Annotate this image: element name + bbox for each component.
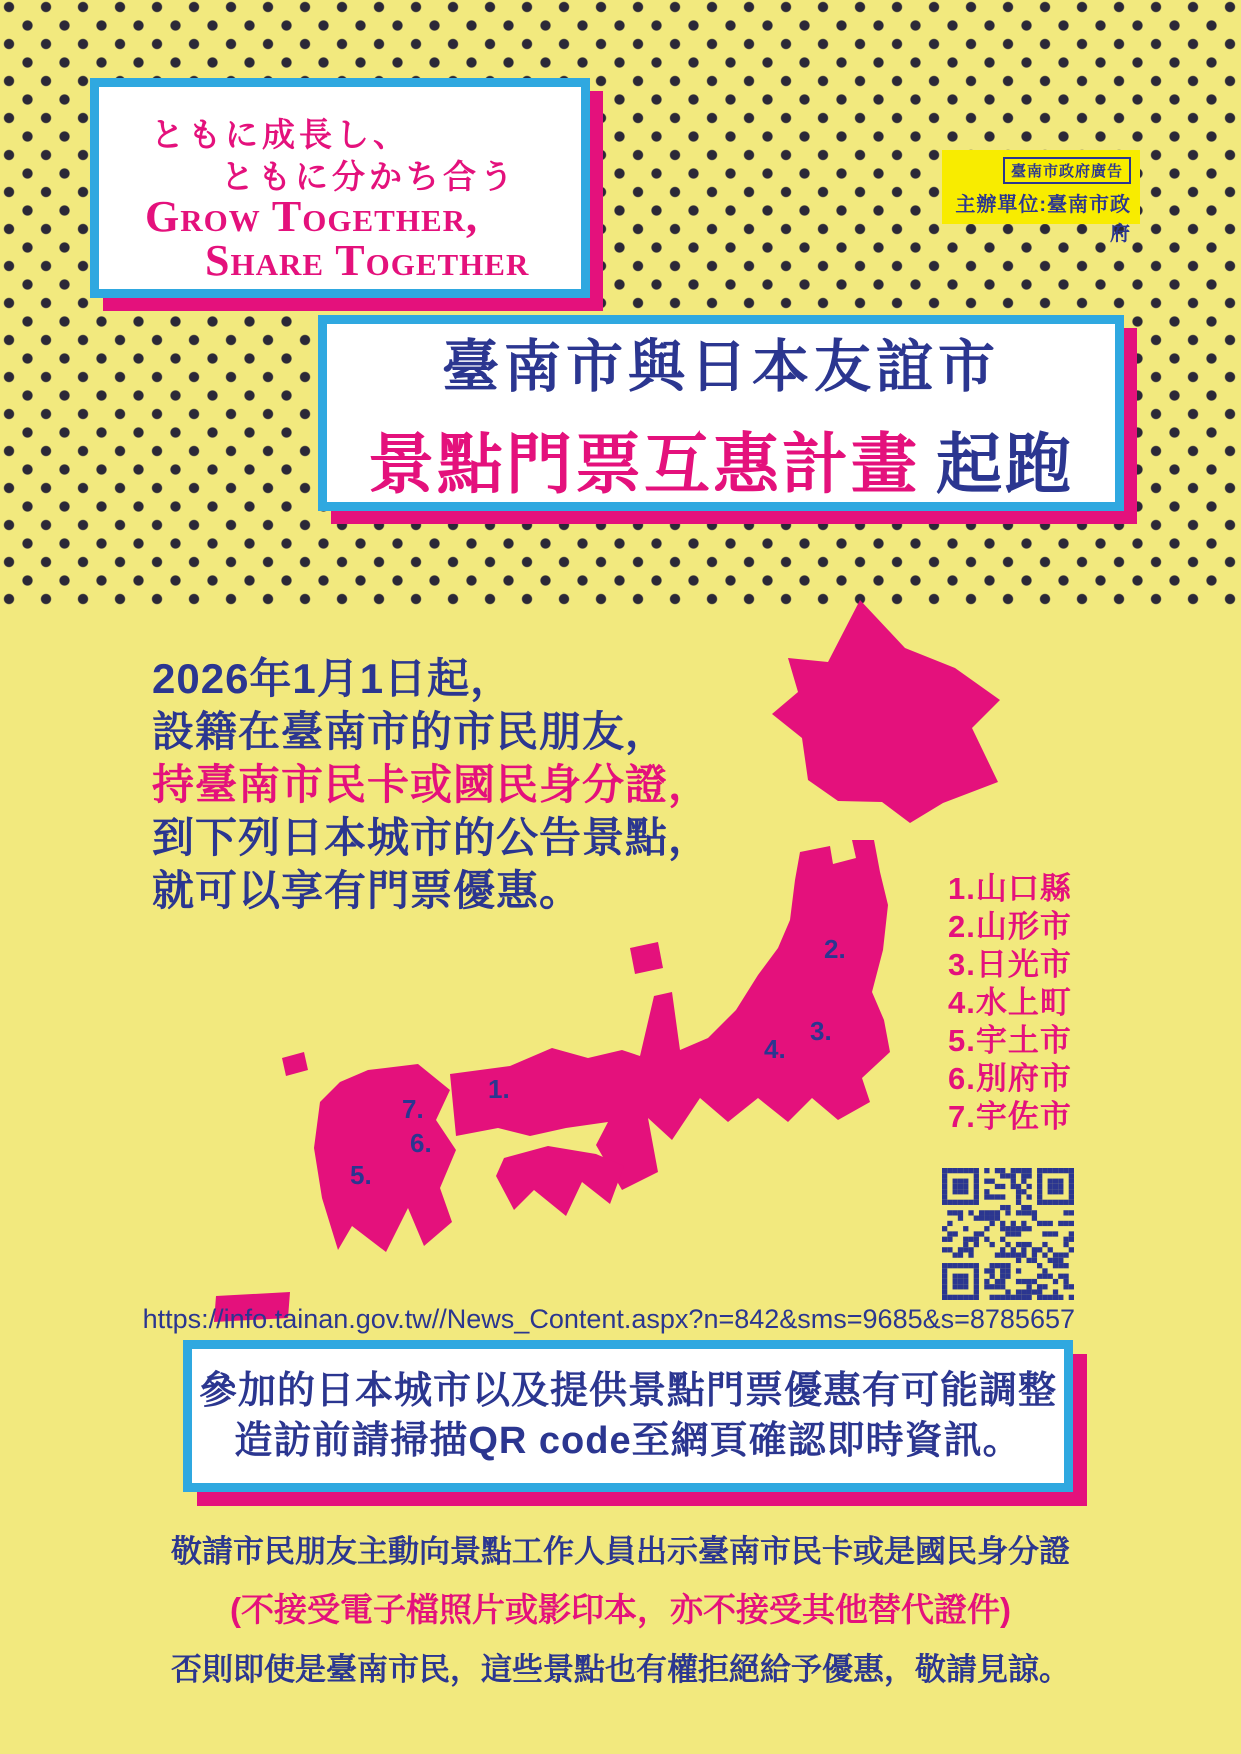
map-region-kyushu — [314, 1064, 456, 1252]
map-number-label-4: 4. — [764, 1034, 786, 1064]
city-list-item-7: 7.宇佐市 — [948, 1099, 1072, 1134]
title-line-1: 臺南市與日本友誼市 — [442, 334, 1000, 399]
intro-line-2: 設籍在臺南市的市民朋友， — [152, 708, 669, 755]
intro-line-1: 2026年1月1日起， — [152, 655, 514, 702]
city-list-item-1: 1.山口縣 — [948, 871, 1072, 906]
city-list-item-5: 5.宇土市 — [948, 1023, 1072, 1058]
slogan-en-line-2: Share Together — [205, 236, 530, 285]
city-list — [948, 870, 1072, 1136]
city-list-item-6: 6.別府市 — [948, 1061, 1072, 1096]
map-region-west-islet — [282, 1052, 308, 1076]
map-number-label-6: 6. — [410, 1128, 432, 1158]
intro-paragraph — [152, 652, 711, 917]
government-ad-label: 臺南市政府廣告 — [1003, 157, 1131, 184]
slogan-en-line-1: Grow Together, — [145, 192, 479, 241]
notice-line-1: 參加的日本城市以及提供景點門票優惠有可能調整 — [198, 1370, 1057, 1412]
url-text: https://info.tainan.gov.tw//News_Content.aspx?n=842&sms=9685&s=8785657 — [142, 1304, 1075, 1334]
map-number-label-5: 5. — [350, 1160, 372, 1190]
qr-code-icon — [942, 1168, 1074, 1300]
title-line-2 — [368, 411, 1074, 506]
map-number-label-7: 7. — [402, 1094, 424, 1124]
footer-paragraph — [0, 1526, 1241, 1689]
intro-line-4: 到下列日本城市的公告景點， — [152, 814, 712, 861]
slogan-box — [90, 78, 590, 298]
slogan-jp-line-1: ともに成長し、 — [151, 118, 410, 154]
footer-line-1: 敬請市民朋友主動向景點工作人員出示臺南市民卡或是國民身分證 — [171, 1534, 1070, 1569]
city-list-item-3: 3.日光市 — [948, 947, 1072, 982]
map-number-label-2: 2. — [824, 934, 846, 964]
title-box — [318, 315, 1124, 511]
map-number-label-3: 3. — [810, 1016, 832, 1046]
map-number-label-1: 1. — [488, 1074, 510, 1104]
title-suffix: 起跑 — [936, 426, 1074, 501]
notice-line-2: 造訪前請掃描QR code至網頁確認即時資訊。 — [234, 1420, 1022, 1462]
city-list-item-2: 2.山形市 — [948, 909, 1072, 944]
footer-line-2: (不接受電子檔照片或影印本，亦不接受其他替代證件) — [230, 1591, 1011, 1628]
map-region-sado-island — [630, 942, 663, 974]
city-list-item-4: 4.水上町 — [948, 985, 1072, 1020]
intro-line-5: 就可以享有門票優惠。 — [152, 867, 583, 914]
intro-line-3: 持臺南市民卡或國民身分證， — [152, 761, 712, 808]
map-region-hokkaido — [772, 600, 1000, 823]
slogan-jp-line-2: ともに分かち合う — [221, 160, 517, 196]
organizer-label: 主辦單位:臺南市政府 — [955, 194, 1131, 245]
footer-line-3: 否則即使是臺南市民，這些景點也有權拒絕給予優惠，敬請見諒。 — [171, 1652, 1070, 1687]
title-highlight: 景點門票互惠計畫 — [368, 426, 920, 501]
